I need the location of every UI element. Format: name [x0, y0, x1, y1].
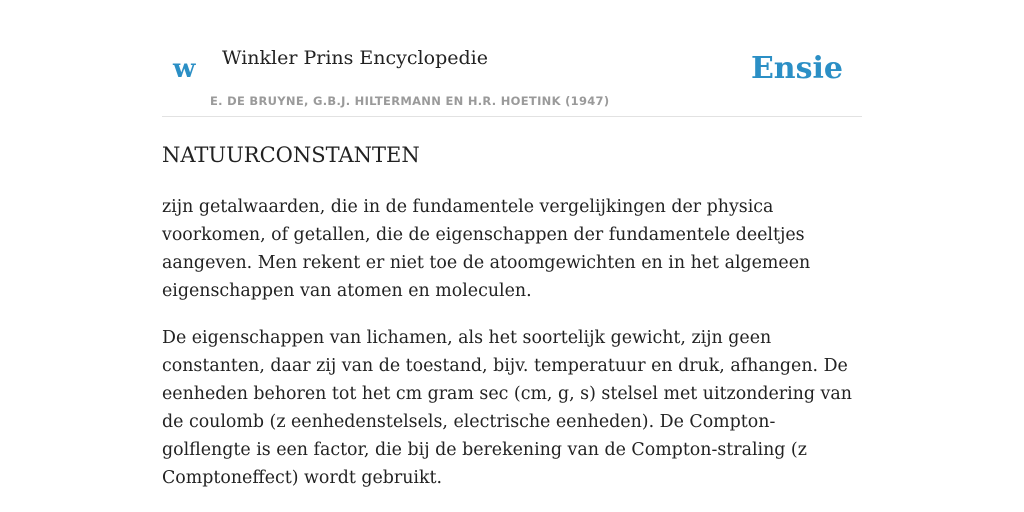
article-body: [162, 193, 862, 511]
source-title[interactable]: Winkler Prins Encyclopedie: [222, 47, 488, 69]
source-logo-icon[interactable]: w: [173, 54, 196, 84]
source-authors: E. DE BRUYNE, G.B.J. HILTERMANN EN H.R. HOETINK (1947): [210, 94, 610, 108]
article-paragraph: zijn getalwaarden, die in de fundamentele vergelijkingen der physica voorkomen, of getallen, die de eigenschappen der fundamentele deeltjes aangeven. Men rekent er niet toe de atoomgewichten en in het algemeen eigenschappen van atomen en moleculen.: [162, 197, 811, 301]
brand-logo[interactable]: Ensie: [750, 51, 843, 86]
article-paragraph: De eigenschappen van lichamen, als het soortelijk gewicht, zijn geen constanten, daar zij van de toestand, bijv. temperatuur en druk, afhangen. De eenheden behoren tot het cm gram sec (cm, g, s) stelsel met uitzondering van de coulomb (z eenhedenstelsels, electrische eenheden). De Compton-golflengte is een factor, die bij de berekening van de Compton-straling (z Comptoneffect) wordt gebruikt.: [162, 328, 852, 488]
article-title: NATUURCONSTANTEN: [162, 143, 420, 167]
page-header: [162, 0, 862, 117]
article-page: [162, 0, 862, 488]
